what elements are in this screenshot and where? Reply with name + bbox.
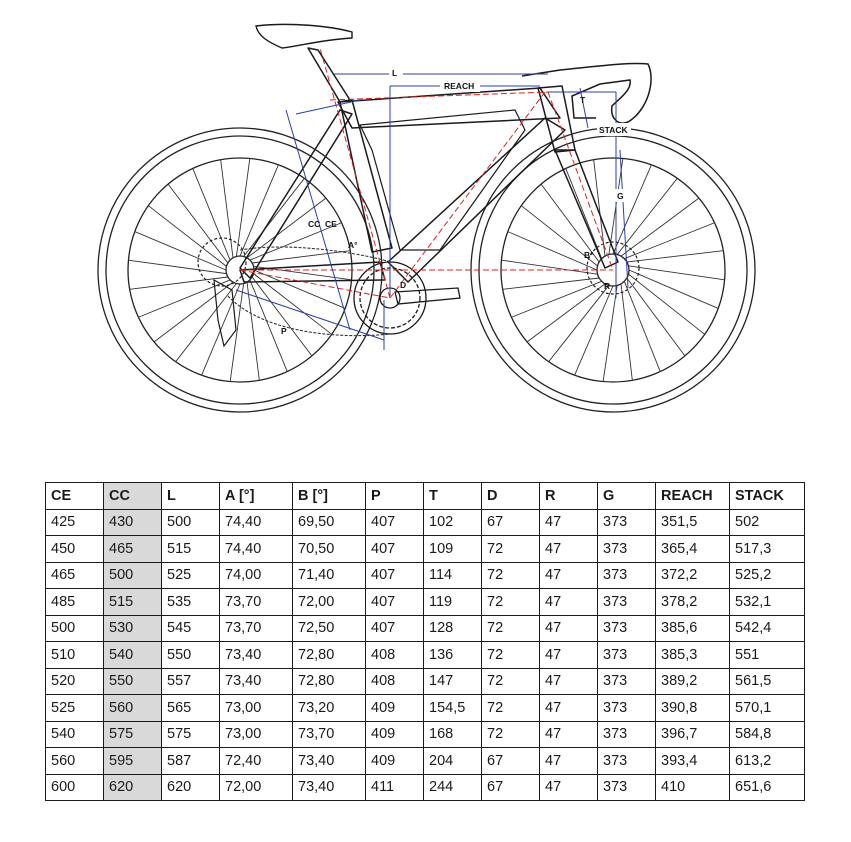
- table-cell: 47: [540, 748, 598, 775]
- table-cell: 147: [424, 668, 482, 695]
- spoke: [252, 277, 312, 356]
- table-cell: 168: [424, 721, 482, 748]
- table-cell: 532,1: [730, 589, 805, 616]
- table-cell: 575: [162, 721, 220, 748]
- table-cell: 407: [366, 536, 424, 563]
- table-cell: 525: [162, 562, 220, 589]
- table-cell: 373: [598, 721, 656, 748]
- table-cell: 407: [366, 562, 424, 589]
- table-cell: 73,70: [220, 615, 293, 642]
- table-cell: 72: [482, 562, 540, 589]
- label-r: R: [604, 281, 611, 291]
- table-cell: 545: [162, 615, 220, 642]
- table-cell: 47: [540, 774, 598, 801]
- table-row: [46, 695, 805, 722]
- table-row: [46, 509, 805, 536]
- table-cell: 485: [46, 589, 104, 616]
- label-ce: CE: [325, 219, 337, 229]
- label-stack: STACK: [599, 125, 628, 135]
- table-row: [46, 748, 805, 775]
- table-cell: 575: [104, 721, 162, 748]
- table-cell: 102: [424, 509, 482, 536]
- table-cell: 620: [162, 774, 220, 801]
- table-cell: 373: [598, 562, 656, 589]
- table-cell: 450: [46, 536, 104, 563]
- spoke: [527, 284, 605, 342]
- table-cell: 73,20: [293, 695, 366, 722]
- table-cell: 47: [540, 562, 598, 589]
- geometry-blue-lines: [236, 74, 628, 350]
- table-cell: 72,00: [220, 774, 293, 801]
- table-cell: 385,3: [656, 642, 730, 669]
- spoke: [628, 274, 704, 334]
- table-cell: 72: [482, 642, 540, 669]
- table-cell: 587: [162, 748, 220, 775]
- spoke: [130, 277, 228, 289]
- table-cell: 204: [424, 748, 482, 775]
- table-cell: 410: [656, 774, 730, 801]
- table-cell: 551: [730, 642, 805, 669]
- table-cell: 70,50: [293, 536, 366, 563]
- spoke: [193, 168, 230, 260]
- label-d: D: [400, 280, 407, 290]
- column-header: P: [366, 483, 424, 510]
- table-cell: 154,5: [424, 695, 482, 722]
- table-cell: 373: [598, 536, 656, 563]
- table-cell: 71,40: [293, 562, 366, 589]
- spoke: [230, 284, 243, 382]
- table-cell: 409: [366, 748, 424, 775]
- spoke: [621, 198, 699, 256]
- label-p: P: [281, 326, 287, 336]
- table-cell: 390,8: [656, 695, 730, 722]
- table-cell: 389,2: [656, 668, 730, 695]
- table-cell: 67: [482, 774, 540, 801]
- spoke: [549, 285, 609, 361]
- table-cell: 378,2: [656, 589, 730, 616]
- table-cell: 365,4: [656, 536, 730, 563]
- column-header: CE: [46, 483, 104, 510]
- column-header: REACH: [656, 483, 730, 510]
- geometry-table-body: [46, 509, 805, 801]
- table-cell: 72,80: [293, 668, 366, 695]
- spoke: [629, 270, 718, 308]
- table-cell: 515: [104, 589, 162, 616]
- table-cell: 373: [598, 695, 656, 722]
- table-cell: 465: [104, 536, 162, 563]
- rear-disc-rotor: [198, 238, 246, 286]
- table-cell: 500: [162, 509, 220, 536]
- label-cc: CC: [308, 219, 321, 229]
- table-cell: 373: [598, 642, 656, 669]
- table-cell: 595: [104, 748, 162, 775]
- spoke: [244, 178, 305, 256]
- spoke: [628, 266, 724, 280]
- table-cell: 561,5: [730, 668, 805, 695]
- table-cell: 540: [104, 642, 162, 669]
- table-cell: 560: [46, 748, 104, 775]
- header-row: [46, 483, 805, 510]
- column-header: A [°]: [220, 483, 293, 510]
- table-cell: 407: [366, 615, 424, 642]
- column-header: D: [482, 483, 540, 510]
- table-cell: 408: [366, 642, 424, 669]
- table-cell: 73,40: [293, 774, 366, 801]
- spoke: [148, 206, 226, 267]
- table-cell: 47: [540, 668, 598, 695]
- spoke: [252, 251, 350, 263]
- table-cell: 73,40: [220, 668, 293, 695]
- table-cell: 67: [482, 509, 540, 536]
- table-cell: 72,80: [293, 642, 366, 669]
- table-cell: 550: [162, 642, 220, 669]
- table-cell: 510: [46, 642, 104, 669]
- table-cell: 69,50: [293, 509, 366, 536]
- table-cell: 351,5: [656, 509, 730, 536]
- table-cell: 72: [482, 695, 540, 722]
- table-cell: 119: [424, 589, 482, 616]
- table-cell: 393,4: [656, 748, 730, 775]
- spoke: [613, 165, 651, 254]
- column-header: L: [162, 483, 220, 510]
- table-cell: 73,00: [220, 721, 293, 748]
- spoke: [176, 284, 237, 362]
- table-row: [46, 562, 805, 589]
- table-cell: 570,1: [730, 695, 805, 722]
- column-header: B [°]: [293, 483, 366, 510]
- table-cell: 109: [424, 536, 482, 563]
- table-cell: 396,7: [656, 721, 730, 748]
- table-cell: 550: [104, 668, 162, 695]
- table-cell: 73,40: [293, 748, 366, 775]
- table-cell: 373: [598, 589, 656, 616]
- spoke: [603, 285, 617, 381]
- table-cell: 520: [46, 668, 104, 695]
- table-cell: 73,70: [220, 589, 293, 616]
- table-cell: 409: [366, 721, 424, 748]
- table-cell: 72: [482, 668, 540, 695]
- table-cell: 128: [424, 615, 482, 642]
- table-cell: 72,40: [220, 748, 293, 775]
- table-cell: 72: [482, 536, 540, 563]
- table-cell: 47: [540, 721, 598, 748]
- table-cell: 67: [482, 748, 540, 775]
- table-cell: 373: [598, 509, 656, 536]
- column-header: R: [540, 483, 598, 510]
- label-reach: REACH: [444, 81, 475, 91]
- table-row: [46, 615, 805, 642]
- table-cell: 72,00: [293, 589, 366, 616]
- table-row: [46, 642, 805, 669]
- geometry-table: [45, 482, 805, 801]
- table-cell: 47: [540, 589, 598, 616]
- label-a: A°: [348, 240, 358, 250]
- crankset: [354, 262, 460, 334]
- table-cell: 74,40: [220, 536, 293, 563]
- table-row: [46, 721, 805, 748]
- spoke: [221, 160, 233, 258]
- spoke: [501, 260, 597, 274]
- table-cell: 500: [104, 562, 162, 589]
- table-cell: 425: [46, 509, 104, 536]
- spoke: [168, 184, 228, 263]
- table-cell: 373: [598, 615, 656, 642]
- table-cell: 651,6: [730, 774, 805, 801]
- table-cell: 613,2: [730, 748, 805, 775]
- table-cell: 372,2: [656, 562, 730, 589]
- spoke: [254, 270, 345, 308]
- table-cell: 620: [104, 774, 162, 801]
- table-cell: 542,4: [730, 615, 805, 642]
- table-cell: 114: [424, 562, 482, 589]
- table-cell: 373: [598, 748, 656, 775]
- table-cell: 525,2: [730, 562, 805, 589]
- saddle: [256, 24, 352, 48]
- table-cell: 407: [366, 509, 424, 536]
- table-cell: 73,40: [220, 642, 293, 669]
- table-cell: 411: [366, 774, 424, 801]
- table-cell: 47: [540, 615, 598, 642]
- table-cell: 584,8: [730, 721, 805, 748]
- table-cell: 557: [162, 668, 220, 695]
- table-cell: 409: [366, 695, 424, 722]
- table-cell: 373: [598, 774, 656, 801]
- label-g: G: [617, 191, 624, 201]
- table-cell: 407: [366, 589, 424, 616]
- table-cell: 530: [104, 615, 162, 642]
- label-l: L: [392, 68, 398, 78]
- table-row: [46, 536, 805, 563]
- table-cell: 500: [46, 615, 104, 642]
- handlebar: [522, 63, 651, 123]
- table-cell: 73,70: [293, 721, 366, 748]
- table-cell: 73,00: [220, 695, 293, 722]
- table-cell: 74,00: [220, 562, 293, 589]
- table-cell: 560: [104, 695, 162, 722]
- table-cell: 408: [366, 668, 424, 695]
- table-cell: 373: [598, 668, 656, 695]
- table-cell: 72: [482, 615, 540, 642]
- spoke: [627, 278, 685, 356]
- table-cell: 47: [540, 642, 598, 669]
- table-cell: 47: [540, 536, 598, 563]
- table-row: [46, 668, 805, 695]
- table-cell: 47: [540, 695, 598, 722]
- geometry-table-header: [46, 483, 805, 510]
- table-cell: 72,50: [293, 615, 366, 642]
- table-cell: 72: [482, 589, 540, 616]
- table-cell: 535: [162, 589, 220, 616]
- label-t: T: [580, 95, 586, 105]
- column-header: STACK: [730, 483, 805, 510]
- table-cell: 74,40: [220, 509, 293, 536]
- table-row: [46, 589, 805, 616]
- table-cell: 430: [104, 509, 162, 536]
- column-header: T: [424, 483, 482, 510]
- table-cell: 540: [46, 721, 104, 748]
- table-cell: 136: [424, 642, 482, 669]
- table-cell: 525: [46, 695, 104, 722]
- spoke: [617, 178, 677, 254]
- label-b: B°: [584, 250, 594, 260]
- column-header: G: [598, 483, 656, 510]
- spoke: [254, 274, 332, 335]
- column-header: CC: [104, 483, 162, 510]
- table-cell: 72: [482, 721, 540, 748]
- spoke: [575, 286, 613, 375]
- table-cell: 515: [162, 536, 220, 563]
- table-cell: 517,3: [730, 536, 805, 563]
- table-cell: 244: [424, 774, 482, 801]
- table-cell: 47: [540, 509, 598, 536]
- table-cell: 385,6: [656, 615, 730, 642]
- table-cell: 465: [46, 562, 104, 589]
- table-cell: 600: [46, 774, 104, 801]
- rear-derailleur: [214, 280, 236, 346]
- spoke: [128, 260, 226, 273]
- table-cell: 565: [162, 695, 220, 722]
- table-cell: 502: [730, 509, 805, 536]
- spoke: [236, 158, 249, 256]
- table-row: [46, 774, 805, 801]
- spoke: [135, 232, 226, 270]
